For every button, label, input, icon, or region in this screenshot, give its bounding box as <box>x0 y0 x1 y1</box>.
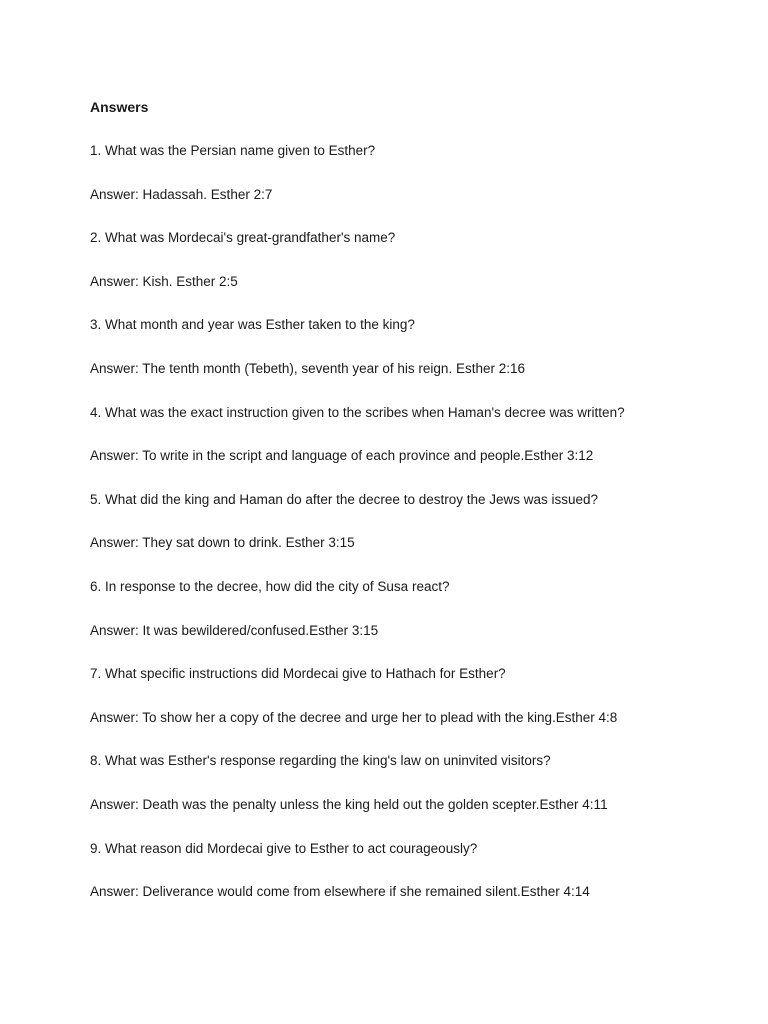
answer-3: Answer: The tenth month (Tebeth), seventh year of his reign. Esther 2:16 <box>90 360 525 376</box>
question-5: 5. What did the king and Haman do after the decree to destroy the Jews was issued? <box>90 491 599 507</box>
answer-9: Answer: Deliverance would come from elsewhere if she remained silent.Esther 4:14 <box>90 884 590 900</box>
answer-2: Answer: Kish. Esther 2:5 <box>90 273 238 289</box>
answer-6: Answer: It was bewildered/confused.Esther 3:15 <box>90 622 379 638</box>
question-1: 1. What was the Persian name given to Esther? <box>90 143 376 158</box>
question-7: 7. What specific instructions did Mordecai give to Hathach for Esther? <box>90 666 506 682</box>
question-2: 2. What was Mordecai's great-grandfather's name? <box>90 230 396 246</box>
question-8: 8. What was Esther's response regarding the king's law on uninvited visitors? <box>90 753 551 769</box>
question-3: 3. What month and year was Esther taken to the king? <box>90 317 415 333</box>
answer-4: Answer: To write in the script and language of each province and people.Esther 3:12 <box>90 448 594 464</box>
document-page <box>90 97 750 926</box>
question-6: 6. In response to the decree, how did the city of Susa react? <box>90 578 450 594</box>
answer-7: Answer: To show her a copy of the decree and urge her to plead with the king.Esther 4:8 <box>90 709 618 725</box>
answer-5: Answer: They sat down to drink. Esther 3:15 <box>90 535 355 551</box>
page-title: Answers <box>90 99 149 115</box>
answer-8: Answer: Death was the penalty unless the king held out the golden scepter.Esther 4:11 <box>90 796 608 812</box>
question-9: 9. What reason did Mordecai give to Esther to act courageously? <box>90 840 478 856</box>
question-4: 4. What was the exact instruction given to the scribes when Haman's decree was written? <box>90 404 625 420</box>
answer-1: Answer: Hadassah. Esther 2:7 <box>90 186 273 202</box>
